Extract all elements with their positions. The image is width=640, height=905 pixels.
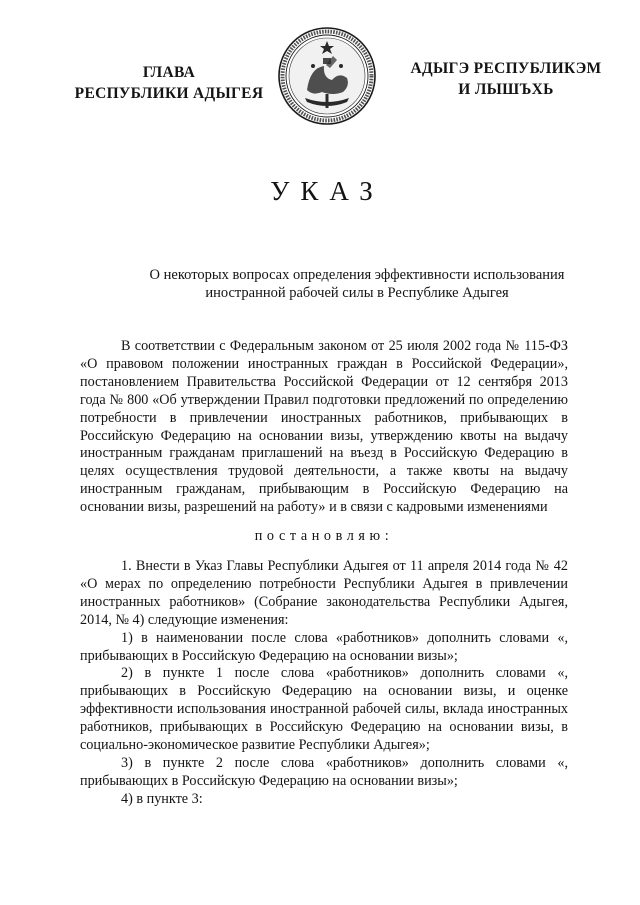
- decree-word: постановляю:: [254, 528, 394, 545]
- list-item: 2) в пункте 1 после слова «работников» дополнить словами «, прибывающих в Российскую Федерацию на основании визы, и оценке эффективности использования иностранной рабочей силы, вклада иностранных работников, прибывающих в Российскую Федерацию на основании визы, в социально-экономическое развитие Республики Адыгея»;: [80, 665, 568, 754]
- issuer-title-adyghe: [386, 58, 626, 100]
- issuer-title-russian: [40, 62, 298, 104]
- document-body: [80, 338, 568, 809]
- coat-of-arms-icon: [277, 26, 377, 126]
- document-title: УКАЗ: [270, 176, 384, 206]
- document-subject: [60, 266, 640, 302]
- issuer-line-1: АДЫГЭ РЕСПУБЛИКЭМ: [410, 60, 602, 77]
- subject-line-1: О некоторых вопросах определения эффективности использования: [149, 267, 565, 283]
- list-item: 1) в наименовании после слова «работников» дополнить словами «, прибывающих в Российскую Федерацию на основании визы»;: [80, 629, 568, 664]
- list-item: 1. Внести в Указ Главы Республики Адыгея от 11 апреля 2014 года № 42 «О мерах по определению потребности Республики Адыгея в привлечении иностранных работников» (Собрание законодательства Республики Адыгея, 2014, № 4) следующие изменения:: [80, 557, 568, 628]
- list-item: 4) в пункте 3:: [121, 790, 203, 807]
- list-item: 3) в пункте 2 после слова «работников» дополнить словами «, прибывающих в Российскую Федерацию на основании визы»;: [80, 754, 568, 789]
- issuer-line-2: И ЛЫШЪХЬ: [458, 81, 554, 98]
- preamble-paragraph: В соответствии с Федеральным законом от 25 июля 2002 года № 115-ФЗ «О правовом положении иностранных граждан в Российской Федерации», постановлением Правительства Российской Федерации от 12 сентября 2013 года № 800 «Об утверждении Правил подготовки предложений по определению потребности в привлечении иностранных работников, прибывающих в Российскую Федерацию на основании визы, утверждению квоты на выдачу иностранным гражданам приглашений на въезд в Российскую Федерацию в целях осуществления трудовой деятельности, а также квоты на выдачу иностранным гражданам, прибывающим в Российскую Федерацию на основании визы, разрешений на работу» и в связи с кадровыми изменениями: [80, 338, 568, 516]
- issuer-line-2: РЕСПУБЛИКИ АДЫГЕЯ: [74, 85, 264, 102]
- issuer-line-1: ГЛАВА: [142, 64, 196, 81]
- subject-line-2: иностранной рабочей силы в Республике Адыгея: [205, 285, 509, 301]
